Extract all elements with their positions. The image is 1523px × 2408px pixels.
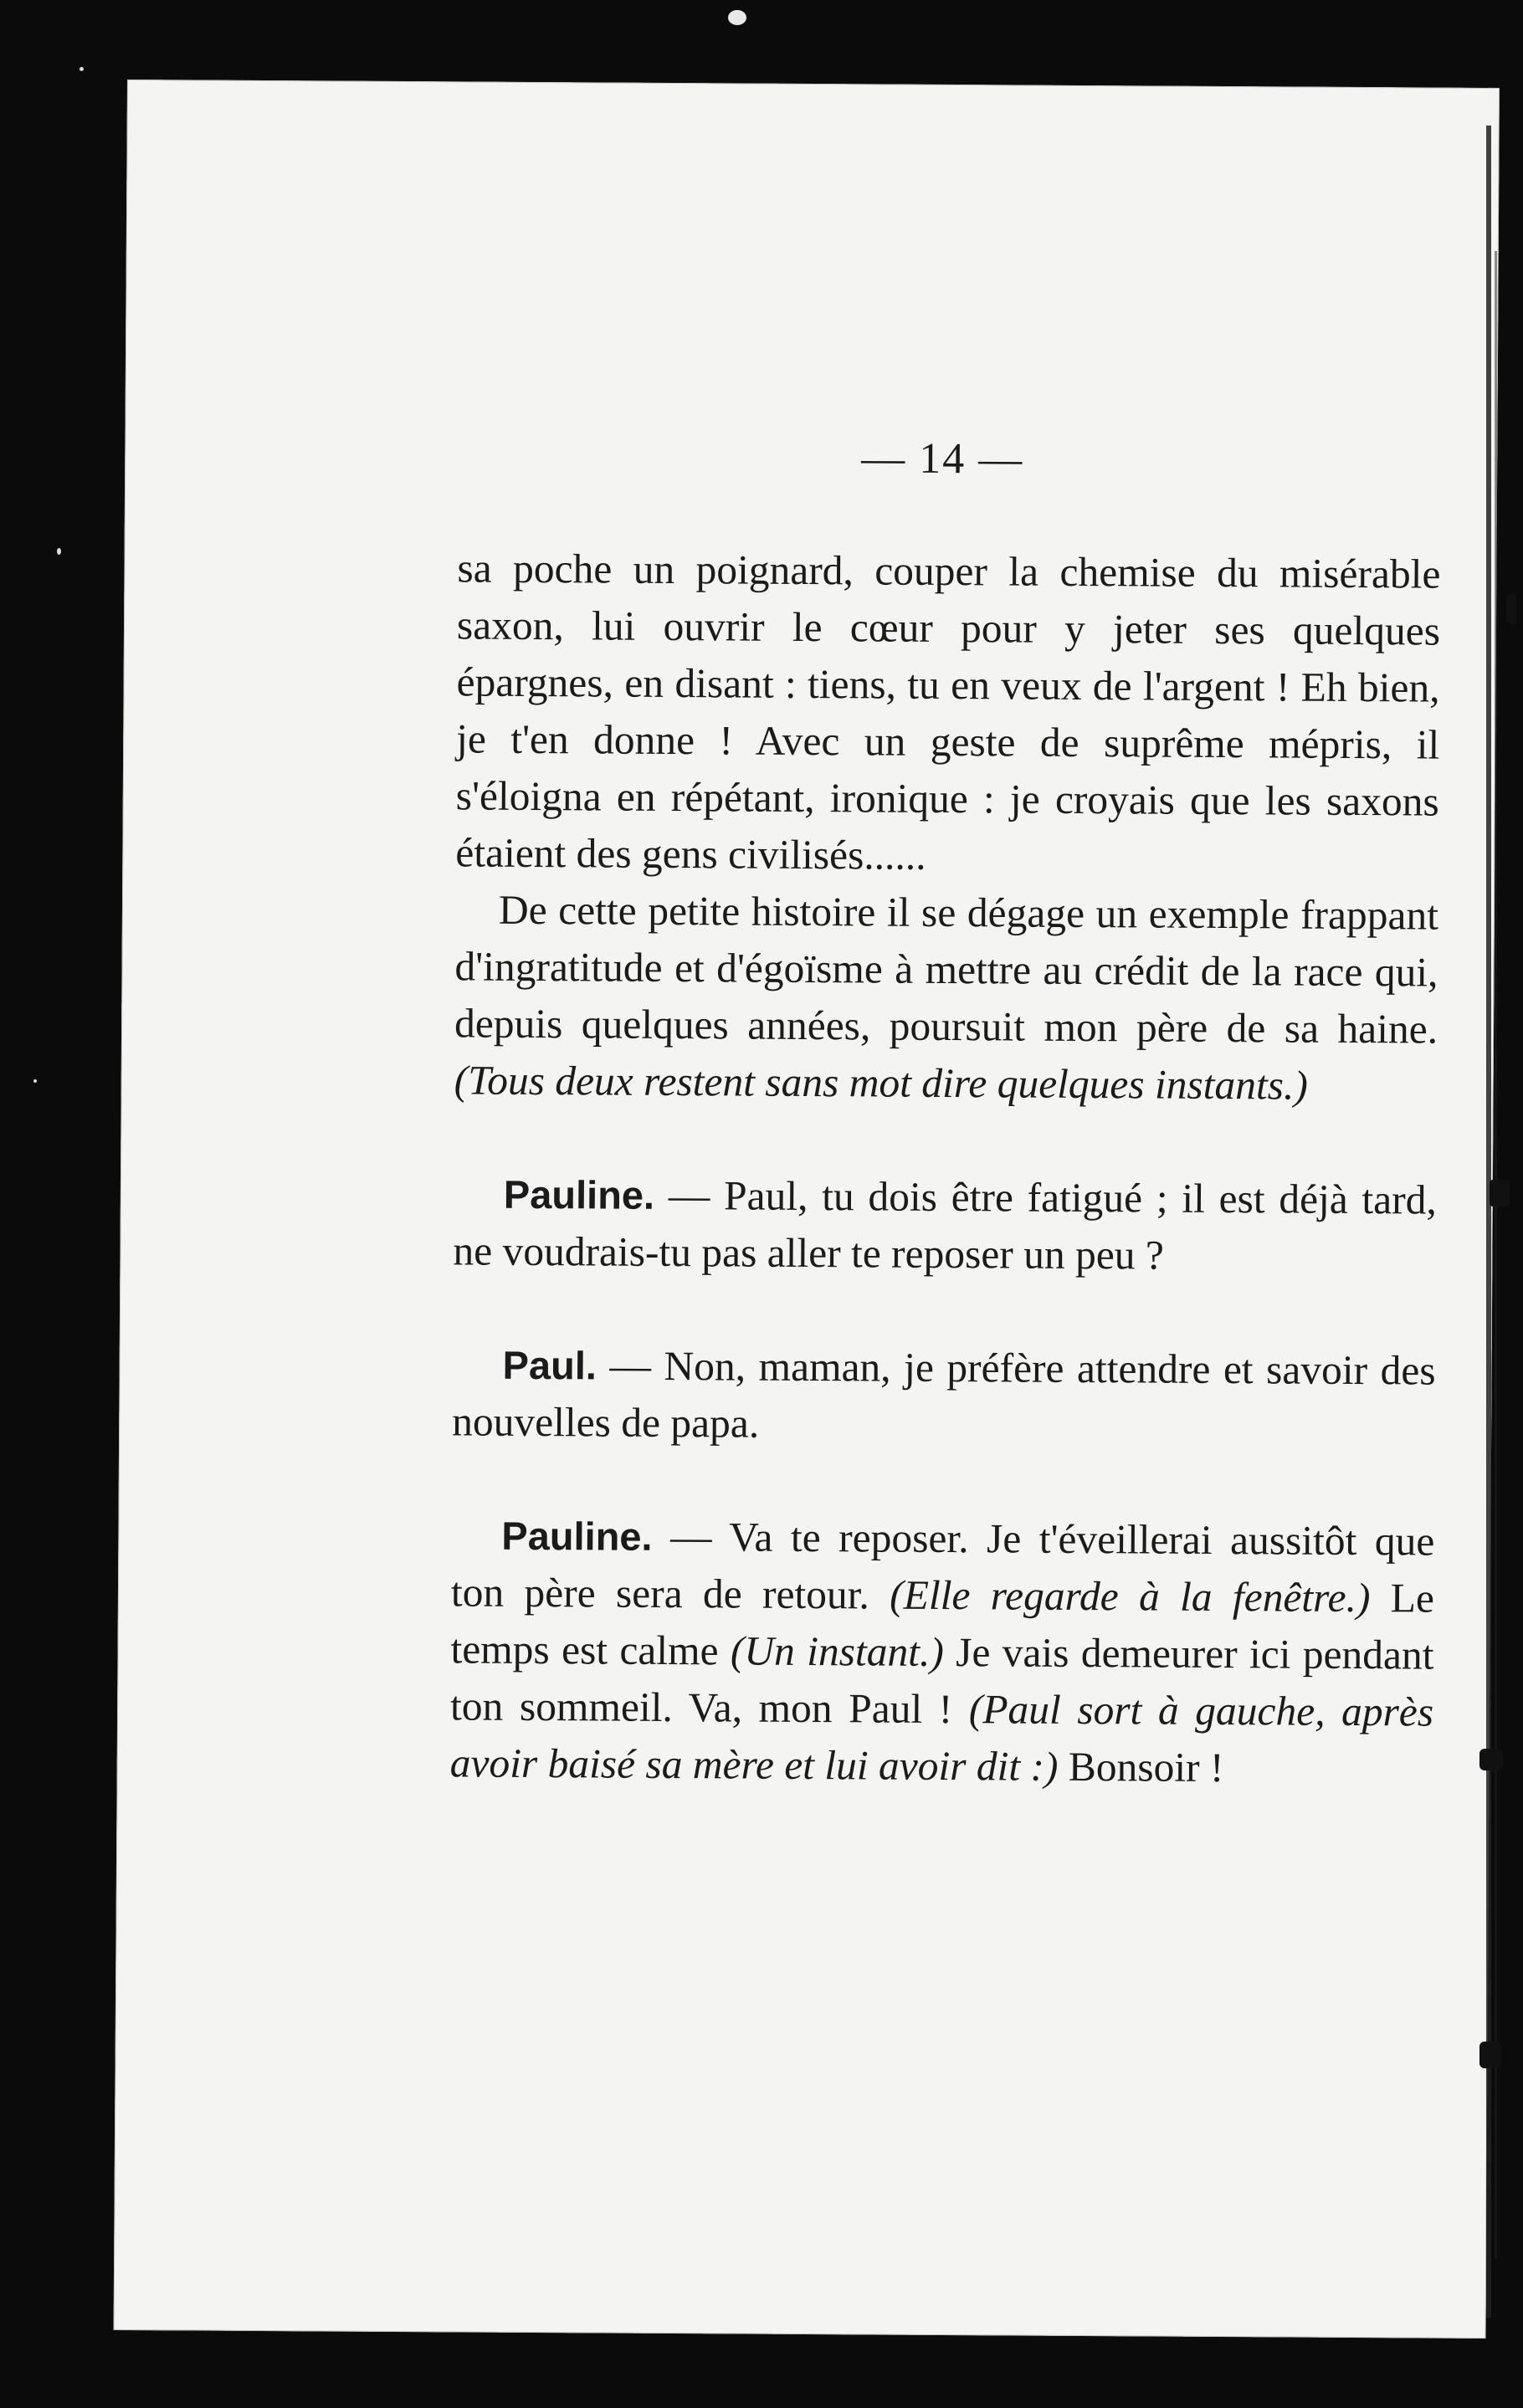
dust-speck <box>728 10 746 25</box>
speaker-name: Paul. <box>502 1342 597 1388</box>
speech-pauline-1 <box>453 1166 1437 1285</box>
binding-clip <box>1490 1180 1510 1207</box>
speech-text: — Paul, tu dois être fatigué ; il est déjà tard, ne voudrais-tu pas aller te reposer un peu ? <box>453 1171 1438 1278</box>
dust-speck <box>79 67 84 71</box>
speech-text: — Non, maman, je préfère attendre et savoir des nouvelles de papa. <box>452 1342 1436 1447</box>
speaker-name: Pauline. <box>503 1171 655 1217</box>
paragraph-2-text: De cette petite histoire il se dégage un exemple frappant d'ingratitude et d'égoïsme à mettre au crédit de la race qui, depuis quelques années, poursuit mon père de sa haine. <box>454 886 1439 1053</box>
speech-text: Le temps est calme <box>450 1575 1435 1674</box>
stage-direction: (Paul sort à gauche, après avoir baisé sa mère et lui avoir dit :) <box>449 1686 1434 1790</box>
dust-speck <box>57 548 61 555</box>
speech-paul <box>452 1336 1436 1456</box>
speech-text: — Va te reposer. Je t'éveillerai aussitôt que ton père sera de retour. <box>450 1513 1435 1618</box>
speech-text: Je vais demeurer ici pendant ton sommeil. Va, mon Paul ! <box>449 1628 1434 1733</box>
speech-text: Bonsoir ! <box>1058 1743 1224 1791</box>
stage-direction: (Elle regarde à la fenêtre.) <box>890 1571 1371 1622</box>
page-edge-shadow <box>1486 126 1491 2318</box>
book-page <box>114 79 1500 2339</box>
dust-speck <box>33 1079 37 1083</box>
binding-clip <box>1506 594 1516 624</box>
page-edge-shadow <box>1495 251 1497 2259</box>
binding-clip <box>1479 2042 1501 2068</box>
page-body <box>450 540 1441 1797</box>
stage-direction: (Tous deux restent sans mot dire quelques instants.) <box>454 1057 1309 1109</box>
speaker-name: Pauline. <box>501 1513 653 1559</box>
binding-clip <box>1479 1749 1503 1770</box>
paragraph-2 <box>454 881 1438 1114</box>
page-number: — 14 — <box>861 434 1024 484</box>
speech-pauline-2 <box>450 1507 1435 1797</box>
paragraph-1: sa poche un poignard, couper la chemise du misérable saxon, lui ouvrir le cœur pour y jeter ses quelques épargnes, en disant : tiens, tu en veux de l'argent ! Eh bien, je t'en donne ! Avec un geste de suprême mépris, il s'éloigna en répétant, ironique : je croyais que les saxons étaient des gens civilisés...... <box>455 545 1441 879</box>
stage-direction: (Un instant.) <box>730 1627 945 1675</box>
